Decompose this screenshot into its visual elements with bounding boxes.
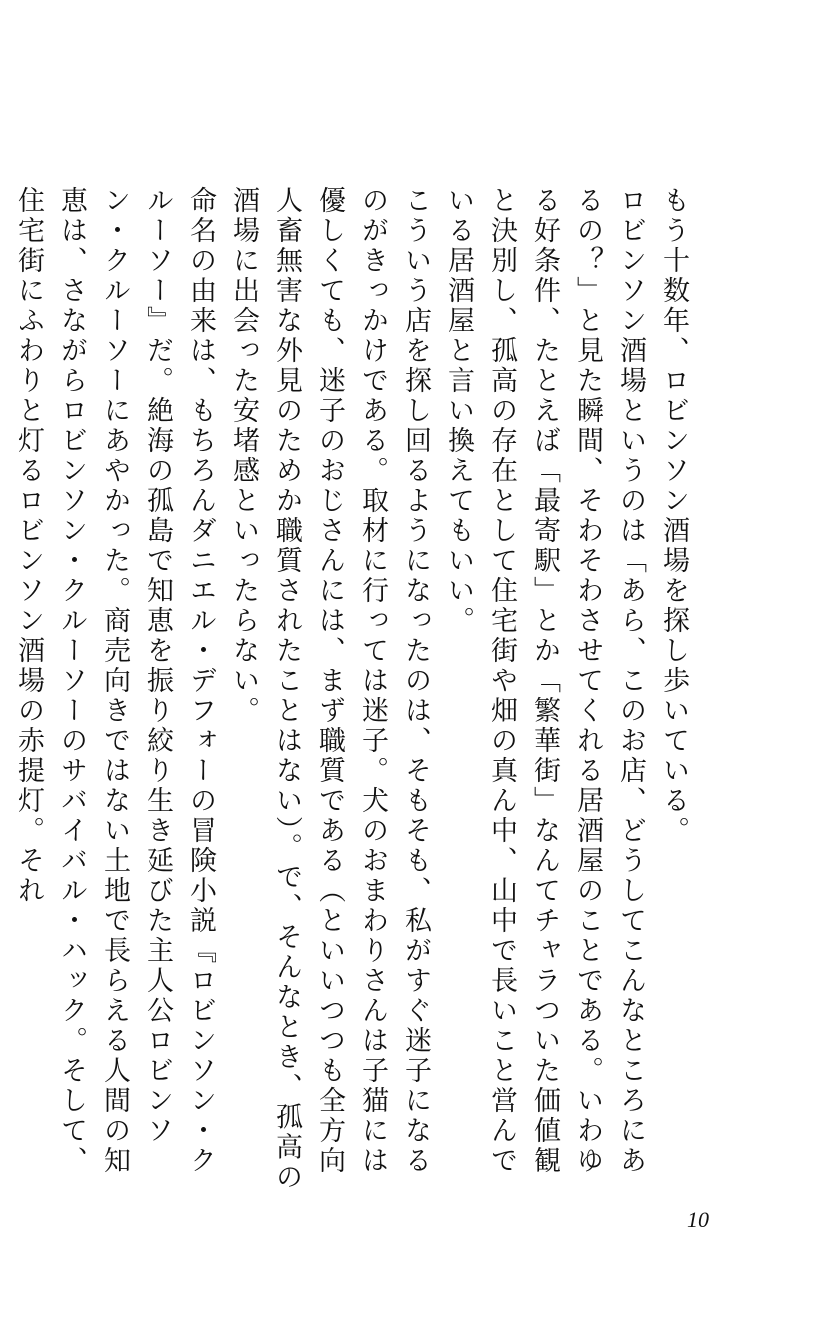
paragraph-3: こういう店を探し回るようになったのは、そもそも、私がすぐ迷子になるのがきっかけである。取材に行っては迷子。犬のおまわりさんは子猫には優しくても、迷子のおじさんには、まず職質である（といいつつも全方向人畜無害な外見のためか職質されたことはない）。で、そんなとき、孤高の酒場に出会った安堵感といったらない。 (228, 186, 431, 1193)
paragraph-1: もう十数年、ロビンソン酒場を探し歩いている。 (658, 186, 689, 846)
vertical-body-text (13, 186, 695, 1196)
paragraph-4: 命名の由来は、もちろんダニエル・デフォーの冒険小説『ロビンソン・クルーソー』だ。絶海の孤島で知恵を振り絞り生き延びた主人公ロビンソン・クルーソーにあやかった。商売向きではない土地で長らえる人間の知恵は、さながらロビンソン・クルーソーのサバイバル・ハック。そして、住宅街にふわりと灯るロビンソン酒場の赤提灯。それ (13, 186, 216, 1176)
page-number: 10 (687, 1207, 709, 1232)
paragraph-2: ロビンソン酒場というのは「あら、このお店、どうしてこんなところにあるの？」と見た瞬間、そわそわさせてくれる居酒屋のことである。いわゆる好条件、たとえば「最寄駅」とか「繁華街」なんてチャラついた価値観と決別し、孤高の存在として住宅街や畑の真ん中、山中で長いこと営んでいる居酒屋と言い換えてもいい。 (443, 186, 646, 1176)
